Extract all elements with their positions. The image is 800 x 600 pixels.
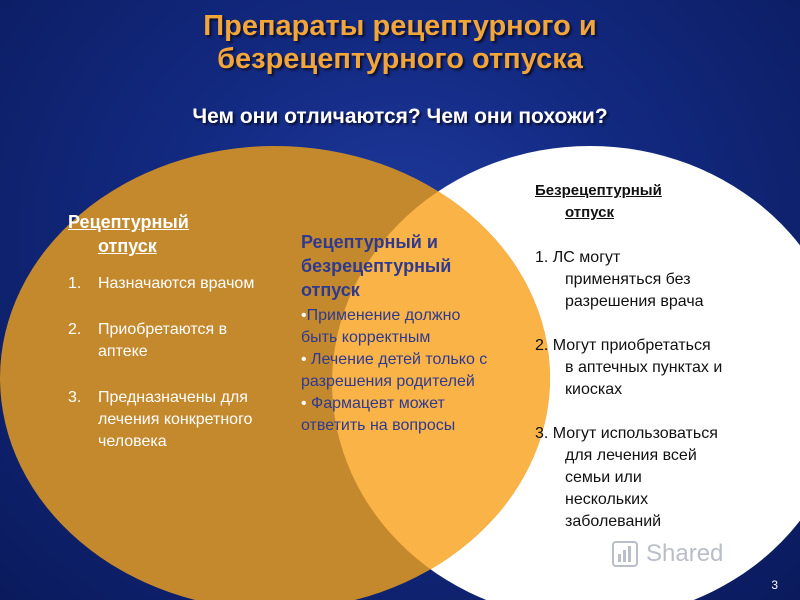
item-line: заболеваний [565, 513, 662, 530]
item-first-line: 1. ЛС могут [535, 249, 621, 266]
title-line-1: Препараты рецептурного и [203, 10, 597, 42]
list-item [535, 335, 775, 401]
right-heading [535, 180, 662, 224]
middle-heading-text: Рецептурный и безрецептурный отпуск [301, 232, 452, 300]
chart-logo-icon [612, 541, 638, 567]
left-heading-line-2: отпуск [98, 236, 157, 256]
list-item [68, 387, 258, 453]
middle-list [301, 305, 501, 437]
item-first-line: 2. Могут приобретаться [535, 337, 711, 354]
right-list [535, 247, 775, 555]
middle-heading [301, 230, 496, 302]
left-heading [68, 210, 189, 258]
item-line: в аптечных пунктах и [565, 359, 723, 376]
right-heading-line-2: отпуск [565, 204, 615, 221]
item-line: для лечения всей [565, 447, 697, 464]
left-list [68, 273, 258, 477]
left-heading-line-1: Рецептурный [68, 212, 189, 232]
brand-name: Shared [646, 540, 724, 567]
item-line: семьи или [565, 469, 642, 486]
slide-title [0, 10, 800, 76]
item-text: Назначаются врачом [98, 275, 255, 292]
slide-subtitle: Чем они отличаются? Чем они похожи? [192, 105, 608, 128]
item-text: Лечение детей только с разрешения родителей [301, 351, 488, 390]
item-line: применяться без [565, 271, 691, 288]
item-number: 1. [68, 275, 82, 292]
item-text: Приобретаются в аптеке [98, 321, 228, 360]
bullet-icon: • [301, 351, 312, 368]
list-item [535, 247, 775, 313]
list-item [301, 349, 501, 393]
bullet-icon: • [301, 307, 307, 324]
list-item [68, 273, 258, 295]
item-text: Применение должно быть корректным [301, 307, 461, 346]
item-number: 2. [68, 321, 82, 338]
bullet-icon: • [301, 395, 312, 412]
list-item [535, 423, 775, 533]
item-text: Фармацевт может ответить на вопросы [301, 395, 456, 434]
item-line: нескольких [565, 491, 649, 508]
page-number: 3 [771, 578, 778, 592]
item-number: 3. [68, 389, 82, 406]
list-item [301, 305, 501, 349]
item-text: Предназначены для лечения конкретного человека [98, 389, 253, 450]
title-line-2: безрецептурного отпуска [217, 43, 583, 75]
list-item [68, 319, 258, 363]
list-item [301, 393, 501, 437]
item-line: киосках [565, 381, 623, 398]
item-first-line: 3. Могут использоваться [535, 425, 718, 442]
item-line: разрешения врача [565, 293, 704, 310]
brand-watermark [612, 540, 723, 568]
right-heading-line-1: Безрецептурный [535, 182, 662, 199]
